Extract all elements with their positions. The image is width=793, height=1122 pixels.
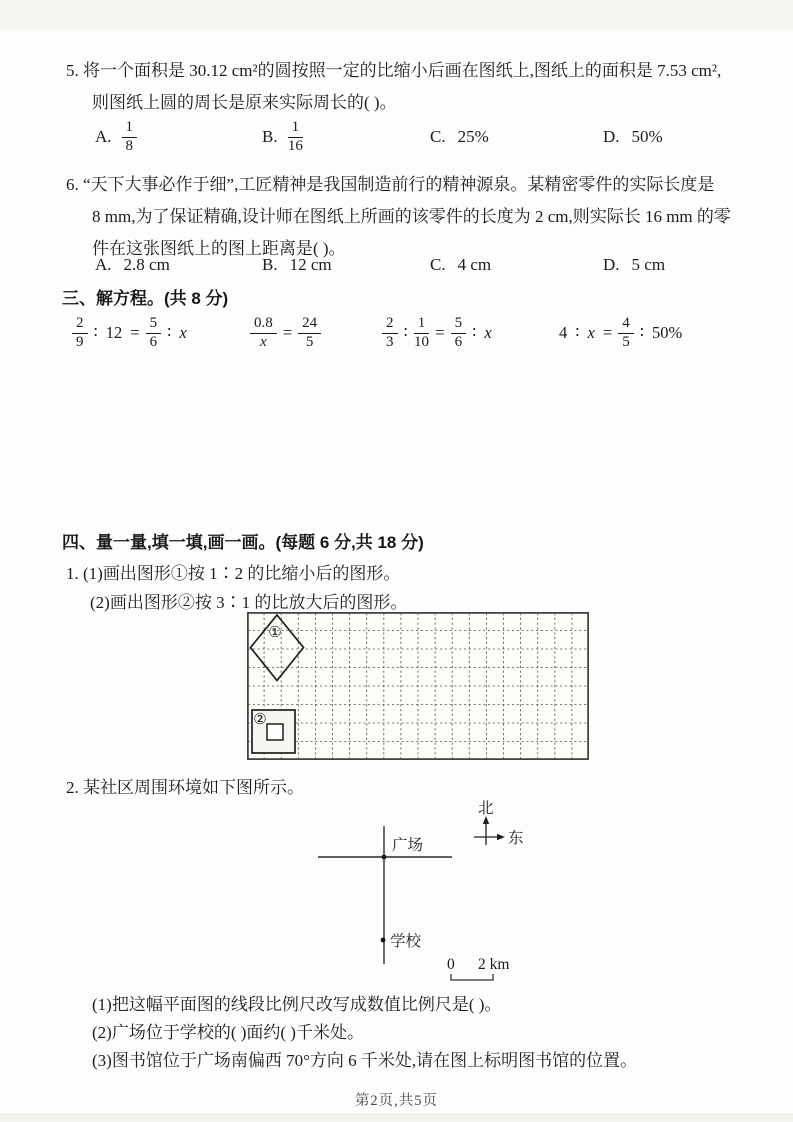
math-text: ∶ xyxy=(575,323,580,342)
math-text: 4 xyxy=(559,323,568,342)
math-text: ∶ xyxy=(639,323,644,342)
q6-option xyxy=(603,242,669,288)
math-text: 4 cm xyxy=(457,255,492,274)
q6-option xyxy=(262,242,336,288)
option-label: B. xyxy=(262,127,278,146)
q1-line1: 1. (1)画出图形①按 1∶2 的比缩小后的图形。 xyxy=(66,564,401,583)
q5-option xyxy=(95,114,139,160)
math-text: 12 cm xyxy=(289,255,332,274)
compass-icon xyxy=(474,821,500,845)
option-label: D. xyxy=(603,127,620,146)
fraction: $\frac{2}{3}$ xyxy=(382,316,398,351)
compass-east-label: 东 xyxy=(508,830,524,847)
q5-line2: 则图纸上圆的周长是原来实际周长的( )。 xyxy=(92,93,397,112)
shape2-label: ② xyxy=(253,712,267,728)
math-text: = xyxy=(282,323,293,342)
scale-bracket xyxy=(451,974,493,980)
section3-title: 三、解方程。(共 8 分) xyxy=(62,289,229,308)
fraction: $\frac{0.8}{x}$ xyxy=(250,316,277,351)
section4-title: 四、量一量,填一填,画一画。(每题 6 分,共 18 分) xyxy=(62,533,424,552)
math-text: = xyxy=(435,323,445,342)
math-text: 50% xyxy=(651,323,683,342)
q2-sub2: (2)广场位于学校的( )面约( )千米处。 xyxy=(92,1023,364,1042)
math-text: ∶ xyxy=(167,323,172,342)
fraction: $\frac{1}{8}$ xyxy=(122,120,138,155)
fraction: $\frac{24}{5}$ xyxy=(298,316,321,351)
option-label: C. xyxy=(430,127,446,146)
q6-option xyxy=(95,242,174,288)
q6-options xyxy=(0,242,793,288)
math-text: 12 xyxy=(105,323,123,342)
fraction: $\frac{5}{6}$ xyxy=(146,316,162,351)
q2-intro: 2. 某社区周围环境如下图所示。 xyxy=(66,778,304,797)
plaza-label: 广场 xyxy=(392,837,424,854)
compass-east-arrowhead xyxy=(497,834,505,840)
scan-edge-bottom xyxy=(0,1113,793,1122)
q2-sub1: (1)把这幅平面图的线段比例尺改写成数值比例尺是( )。 xyxy=(92,995,502,1014)
q6-line1: 6. “天下大事必作于细”,工匠精神是我国制造前行的精神源泉。某精密零件的实际长度是 xyxy=(66,175,715,194)
math-text: 25% xyxy=(457,127,489,146)
q5-line1: 5. 将一个面积是 30.12 cm²的圆按照一定的比缩小后画在图纸上,图纸上的面积是 7.53 cm², xyxy=(66,61,722,80)
option-label: A. xyxy=(95,255,112,274)
math-text: 2.8 cm xyxy=(123,255,170,274)
math-text: 50% xyxy=(631,127,663,146)
q1-line2: (2)画出图形②按 3∶1 的比放大后的图形。 xyxy=(90,593,408,612)
math-text: 5 cm xyxy=(631,255,666,274)
math-text: = xyxy=(130,323,140,342)
option-label: B. xyxy=(262,255,278,274)
shape2-inner-square xyxy=(267,724,283,740)
q2-sub3: (3)图书馆位于广场南偏西 70°方向 6 千米处,请在图上标明图书馆的位置。 xyxy=(92,1051,638,1070)
shape1-label: ① xyxy=(268,625,282,641)
fraction: $\frac{5}{6}$ xyxy=(451,316,467,351)
option-label: A. xyxy=(95,127,112,146)
equation xyxy=(70,303,191,363)
option-label: D. xyxy=(603,255,620,274)
q5-option xyxy=(262,114,305,160)
fraction: $\frac{4}{5}$ xyxy=(618,316,634,351)
equation xyxy=(555,303,686,363)
compass-north-arrowhead xyxy=(483,816,489,824)
equations-row xyxy=(0,303,793,363)
math-text: x xyxy=(484,323,492,342)
q6-option xyxy=(430,242,495,288)
community-map xyxy=(300,793,570,990)
fraction: $\frac{1}{16}$ xyxy=(287,118,303,154)
math-text: ∶ xyxy=(403,323,408,342)
math-text: x xyxy=(179,323,187,342)
page-footer: 第2页,共5页 xyxy=(354,1093,439,1109)
option-label: C. xyxy=(430,255,446,274)
school-dot xyxy=(381,938,386,943)
fraction: $\frac{1}{10}$ xyxy=(414,314,430,350)
math-text: x xyxy=(587,323,595,342)
math-text: = xyxy=(602,323,613,342)
q5-option xyxy=(430,114,493,160)
compass-north-label: 北 xyxy=(478,800,494,817)
equation xyxy=(248,303,323,363)
scale-value: 2 km xyxy=(478,956,510,973)
equation xyxy=(380,303,496,363)
q6-line3: 件在这张图纸上的图上距离是( )。 xyxy=(92,239,346,258)
scan-edge-top xyxy=(0,0,793,30)
plaza-dot xyxy=(382,855,387,860)
school-label: 学校 xyxy=(390,933,422,950)
math-text: ∶ xyxy=(472,323,477,342)
scale-zero: 0 xyxy=(447,956,455,973)
q5-option xyxy=(603,114,667,160)
q5-options xyxy=(0,114,793,160)
grid-svg[interactable] xyxy=(247,612,589,760)
fraction: $\frac{2}{9}$ xyxy=(72,316,88,351)
math-text: ∶ xyxy=(93,323,98,342)
q6-line2: 8 mm,为了保证精确,设计师在图纸上所画的该零件的长度为 2 cm,则实际长 16 mm 的零 xyxy=(92,207,731,226)
